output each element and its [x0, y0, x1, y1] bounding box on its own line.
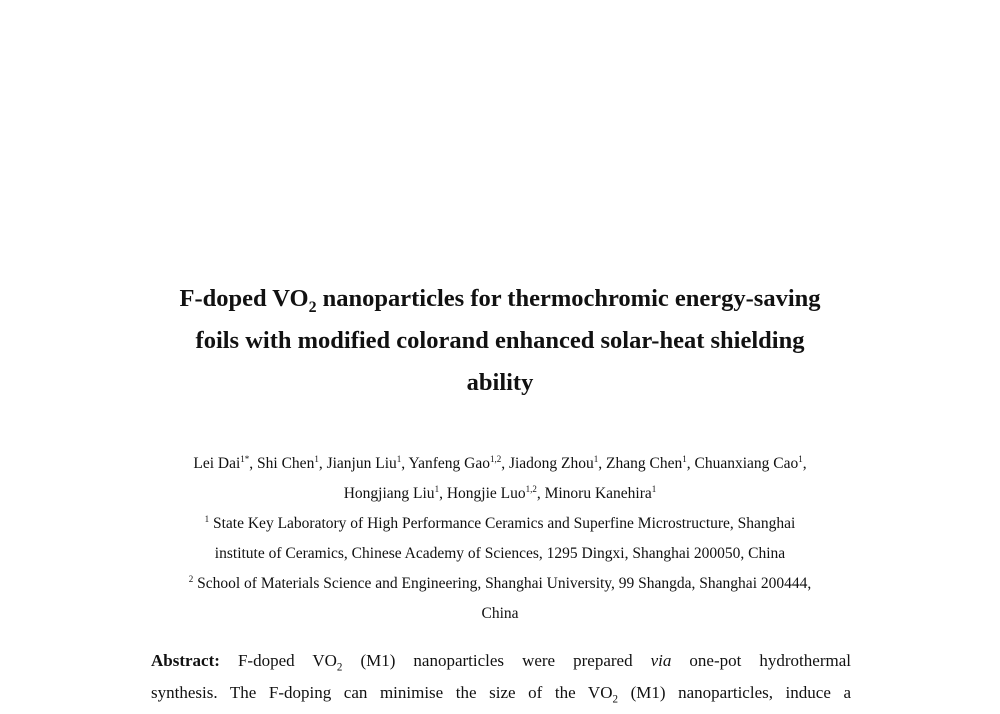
author-name: Jiadong Zhou: [508, 455, 594, 472]
title-line-1: F-doped $VO_2$ nanoparticles for thermochromic energy-saving: [179, 285, 821, 316]
abstract-line-2: synthesis. The F-doping can minimise the size of the $VO_2$ (M1) nanoparticles, induce a: [151, 683, 851, 706]
affiliation-1-line-2: institute of Ceramics, Chinese Academy of Sciences, 1295 Dingxi, Shanghai 200050, China: [214, 545, 786, 562]
author-name: Hongjie Luo: [446, 485, 526, 502]
author-name: Yanfeng Gao: [408, 455, 490, 472]
author-name: Shi Chen: [257, 455, 315, 472]
author-line-2: Hongjiang Liu$^1$, Hongjie Luo$^{1,2}$, Minoru Kanehira$^1$: [343, 483, 657, 502]
author-name: Zhang Chen: [606, 455, 683, 472]
affiliation-2-line-2: China: [481, 605, 519, 622]
author-block: [120, 449, 880, 629]
author-name: Lei Dai: [193, 455, 241, 472]
author-name: Minoru Kanehira: [544, 485, 652, 502]
title-line-3: ability: [466, 369, 534, 396]
author-line-1: Lei Dai$^{1*}$, Shi Chen$^1$, Jianjun Liu$^1$, Yanfeng Gao$^{1,2}$, Jiadong Zhou$^1$, Zhang Chen$^1$, Chuanxiang Cao$^1$,: [193, 453, 807, 472]
affiliation-1-line-1: $^1$ State Key Laboratory of High Performance Ceramics and Superfine Microstructure, Shanghai: [204, 513, 796, 532]
title-line-2: foils with modified colorand enhanced solar-heat shielding: [195, 327, 805, 354]
author-name: Jianjun Liu: [326, 455, 397, 472]
author-name: Chuanxiang Cao: [694, 455, 799, 472]
abstract-line-1: Abstract: F-doped $VO_2$ (M1) nanoparticles were prepared via one-pot hydrothermal: [151, 651, 851, 674]
affiliation-2-line-1: $^2$ School of Materials Science and Engineering, Shanghai University, 99 Shangda, Shanghai 200444,: [188, 573, 812, 592]
abstract: [151, 645, 851, 709]
author-name: Hongjiang Liu: [343, 485, 435, 502]
abstract-label: Abstract:: [151, 651, 220, 670]
paper-title: [130, 278, 870, 404]
